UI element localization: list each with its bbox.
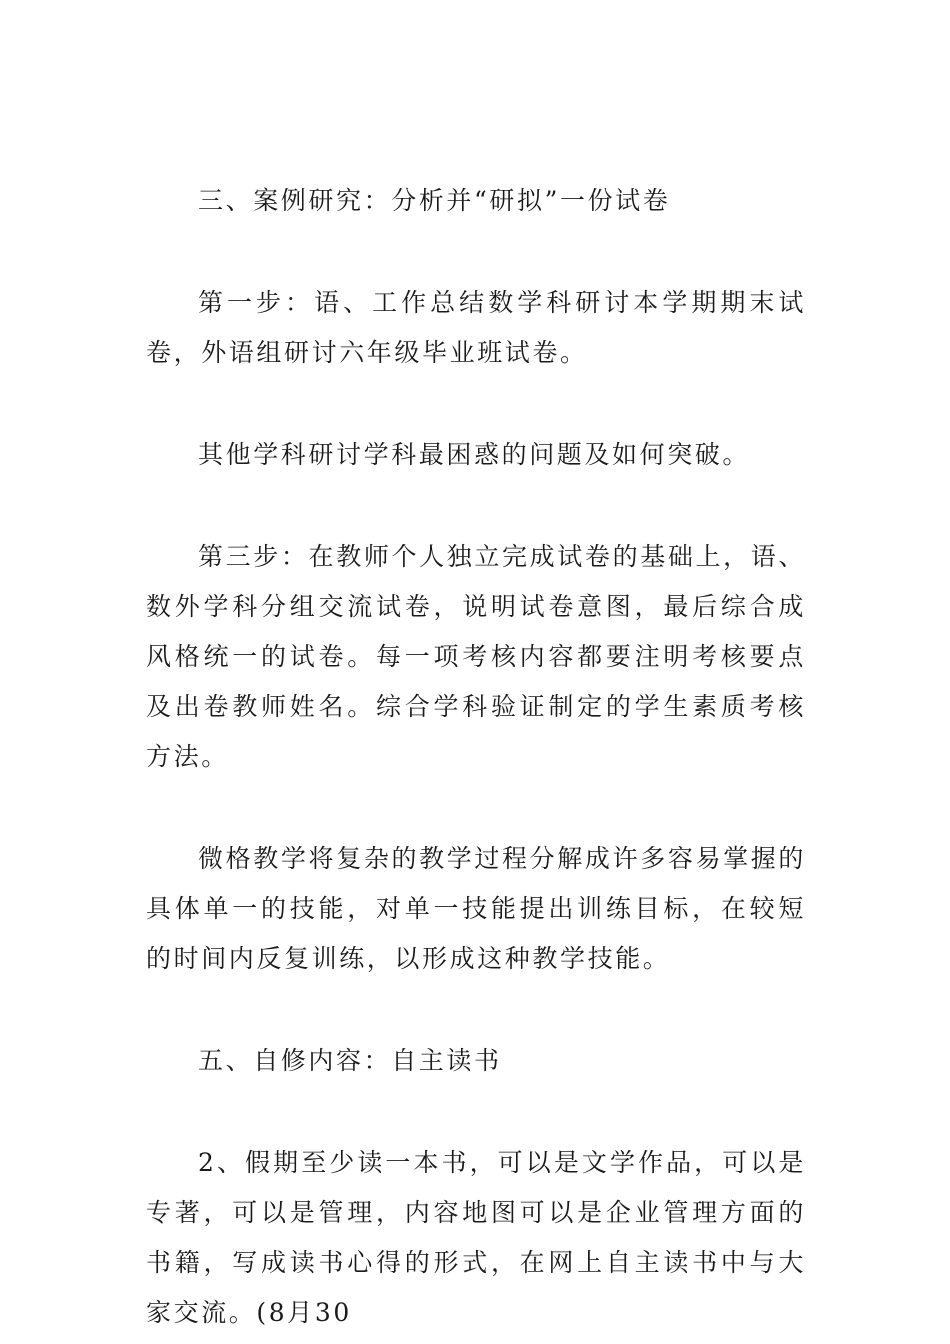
paragraph-step-one: 第一步：语、工作总结数学科研讨本学期期末试卷，外语组研讨六年级毕业班试卷。: [146, 288, 806, 367]
paragraph-microteaching: 微格教学将复杂的教学过程分解成许多容易掌握的具体单一的技能，对单一技能提出训练目标，在较短的时间内反复训练，以形成这种教学技能。: [146, 844, 806, 973]
document-body: [146, 176, 806, 1338]
paragraph-step-three: 第三步：在教师个人独立完成试卷的基础上，语、数外学科分组交流试卷，说明试卷意图，最后综合成风格统一的试卷。每一项考核内容都要注明考核要点及出卷教师姓名。综合学科验证制定的学生素质考核方法。: [146, 542, 806, 771]
section-heading-self-study: 五、自修内容：自主读书: [198, 1046, 502, 1075]
paragraph-reading-task: 2、假期至少读一本书，可以是文学作品，可以是专著，可以是管理，内容地图可以是企业管理方面的书籍，写成读书心得的形式，在网上自主读书中与大家交流。(8月30: [146, 1148, 806, 1327]
paragraph-other-subjects: 其他学科研讨学科最困惑的问题及如何突破。: [198, 440, 751, 469]
section-heading-case-study: 三、案例研究：分析并“研拟”一份试卷: [198, 186, 671, 215]
